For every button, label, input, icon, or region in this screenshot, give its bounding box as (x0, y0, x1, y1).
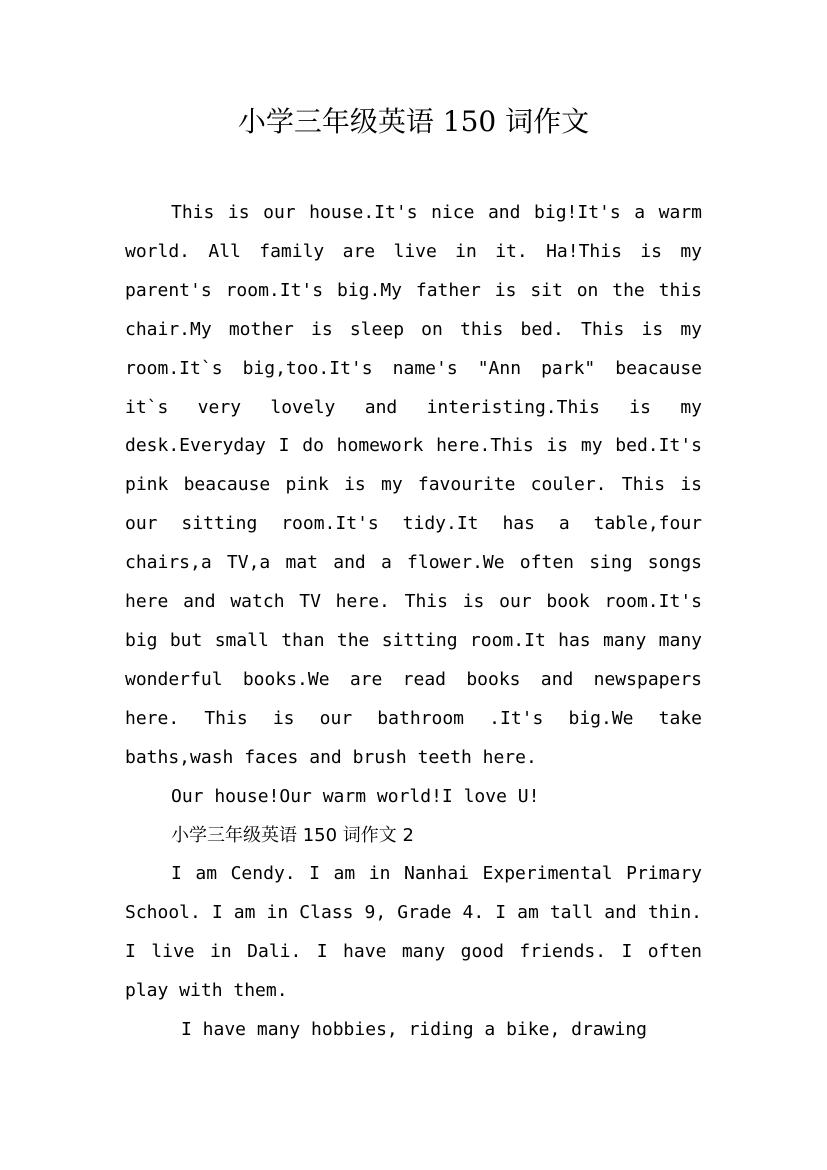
document-title: 小学三年级英语 150 词作文 (237, 105, 590, 138)
section-subtitle: 小学三年级英语 150 词作文 2 (171, 824, 414, 846)
document-body (125, 194, 702, 1050)
paragraph-introduction: I am Cendy. I am in Nanhai Experimental Primary School. I am in Class 9, Grade 4. I am tall and thin. I live in Dali. I have many good friends. I often play with them. (125, 863, 702, 1002)
paragraph-house-description: This is our house.It's nice and big!It's a warm world. All family are live in it. Ha!This is my parent's room.It's big.My father is sit on the this chair.My mother is sleep on this bed. This is my room.It`s big,too.It's name's "Ann park" beacause it`s very lovely and interisting.This is my desk.Everyday I do homework here.This is my bed.It's pink beacause pink is my favourite couler. This is our sitting room.It's tidy.It has a table,four chairs,a TV,a mat and a flower.We often sing songs here and watch TV here. This is our book room.It's big but small than the sitting room.It has many many wonderful books.We are read books and newspapers here. This is our bathroom .It's big.We take baths,wash faces and brush teeth here. (125, 202, 702, 768)
paragraph-hobbies: I have many hobbies, riding a bike, drawing (181, 1019, 647, 1041)
paragraph-closing: Our house!Our warm world!I love U! (171, 785, 540, 807)
